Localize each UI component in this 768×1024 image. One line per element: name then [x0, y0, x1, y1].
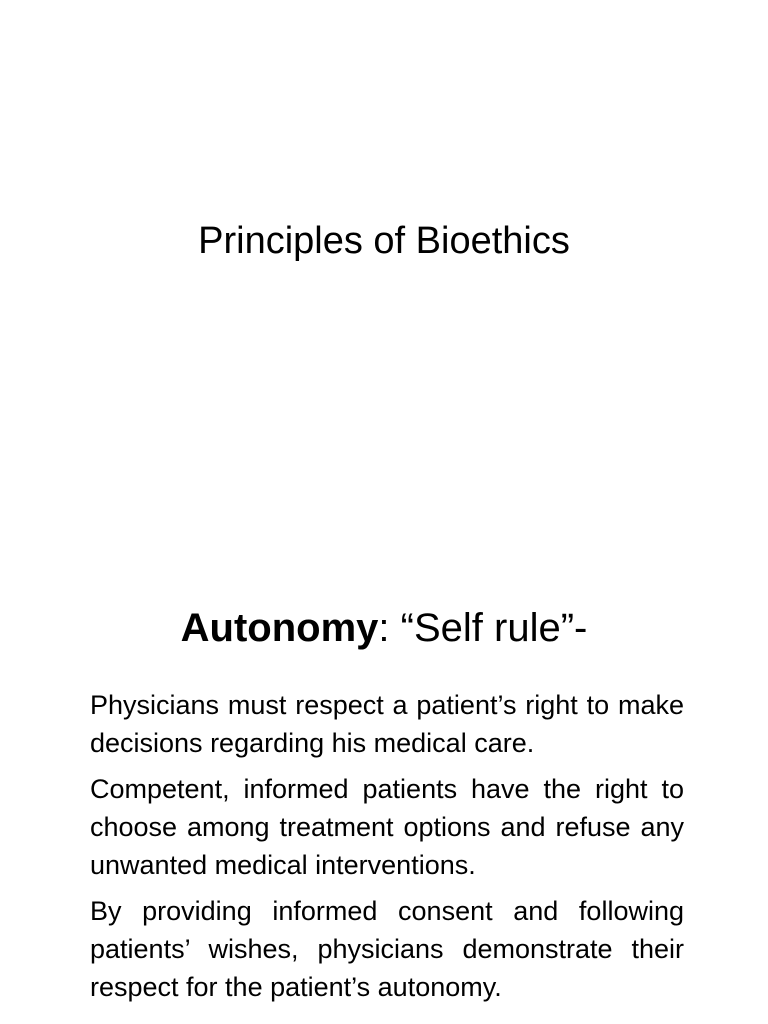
- heading-term: Autonomy: [180, 606, 379, 650]
- body-paragraph: Physicians must respect a patient’s right to make decisions regarding his medical care.: [90, 690, 684, 758]
- slide-heading: [0, 604, 768, 652]
- autonomy-slide: [0, 512, 768, 1024]
- heading-separator: :: [378, 606, 401, 650]
- body-paragraph: Competent, informed patients have the right to choose among treatment options and refuse any unwanted medical interventions.: [90, 774, 684, 880]
- heading-definition: “Self rule”-: [400, 606, 588, 650]
- slide-title: Principles of Bioethics: [198, 220, 570, 262]
- slide-body: [90, 686, 684, 1014]
- body-paragraph: By providing informed consent and following patients’ wishes, physicians demonstrate their respect for the patient’s autonomy.: [90, 896, 684, 1002]
